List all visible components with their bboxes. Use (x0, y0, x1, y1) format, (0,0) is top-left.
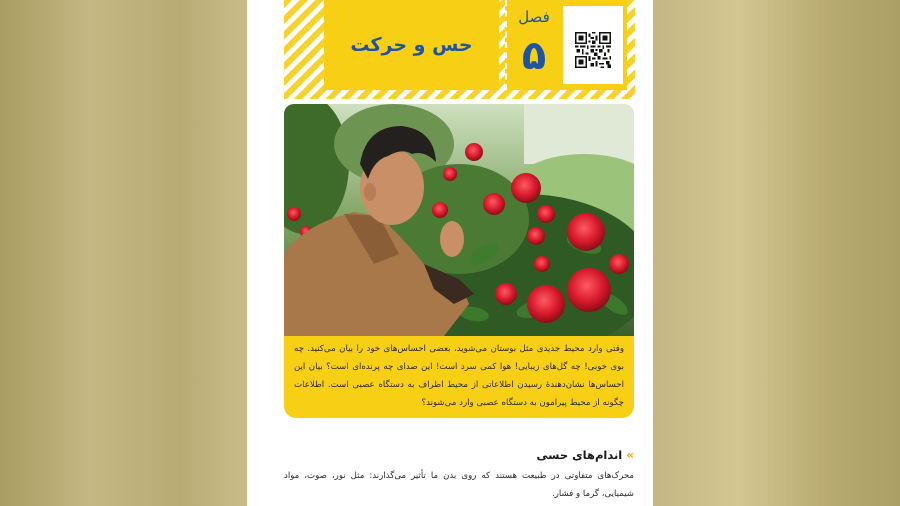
chapter-number-panel (505, 0, 563, 90)
section-heading (284, 448, 634, 462)
chapter-header (284, 0, 635, 99)
section-heading-text: اندام‌های حسی (536, 448, 623, 462)
qr-code-icon[interactable] (575, 32, 611, 68)
chapter-label: فصل (518, 8, 550, 26)
section-marker-icon: » (626, 448, 634, 462)
photo-illustration (284, 104, 634, 336)
chapter-title-panel (324, 0, 499, 90)
qr-panel (559, 0, 627, 90)
boy-smelling-roses-photo (284, 104, 634, 336)
textbook-page (247, 0, 653, 506)
intro-caption: وقتی وارد محیط جدیدی مثل بوستان می‌شوید، بعضی احساس‌های خود را بیان می‌کنید. چه بوی خوبی! چه گل‌های زیبایی! هوا کمی سرد است! این صدای چه پرنده‌ای است؟ بیان این احساس‌ها نشان‌دهندهٔ رسیدن اطلاعاتی از محیط اطراف به دستگاه عصبی است. اطلاعات چگونه از محیط پیرامون به دستگاه عصبی وارد می‌شوند؟ (294, 344, 624, 408)
chapter-number: ۵ (521, 33, 547, 79)
section-body: محرک‌های متفاوتی در طبیعت هستند که روی بدن ما تأثیر می‌گذارند: مثل نور، صوت، مواد شیمیایی، گرما و فشار. (284, 471, 634, 499)
intro-caption-box (284, 336, 634, 418)
qr-box (563, 6, 623, 84)
chapter-title: حس و حرکت (350, 34, 473, 56)
